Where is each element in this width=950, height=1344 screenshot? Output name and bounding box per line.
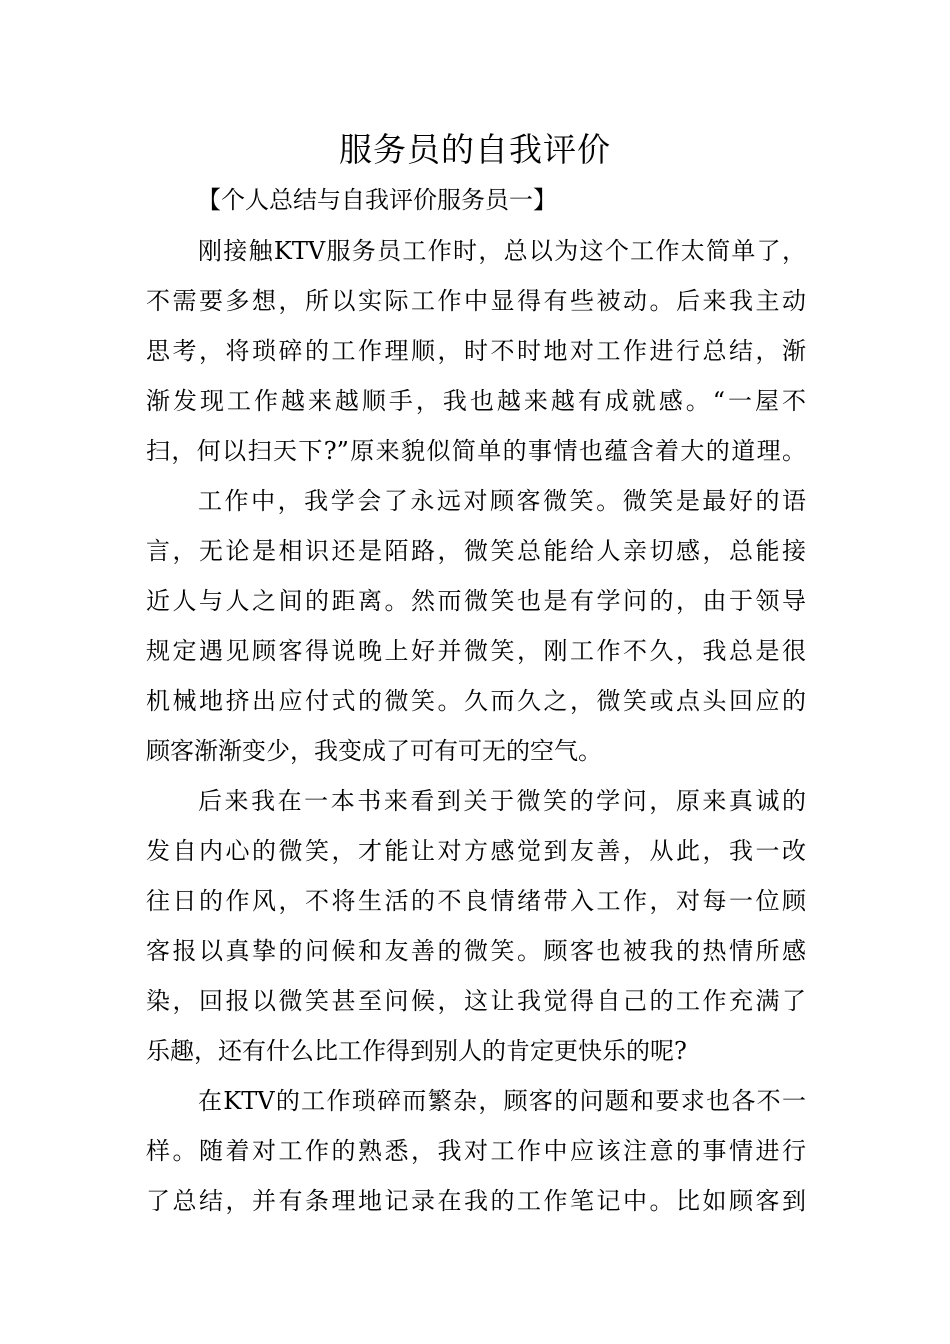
text-line: 染，回报以微笑甚至问候，这让我觉得自己的工作充满了 [146, 987, 806, 1015]
text-line: 往日的作风，不将生活的不良情绪带入工作，对每一位顾 [146, 887, 806, 915]
text-line: 后来我在一本书来看到关于微笑的学问，原来真诚的 [198, 787, 806, 815]
text-line: 言，无论是相识还是陌路，微笑总能给人亲切感，总能接 [146, 537, 806, 565]
document-title: 服务员的自我评价 [339, 130, 611, 169]
document-body [146, 226, 806, 1226]
text-line: 不需要多想，所以实际工作中显得有些被动。后来我主动 [146, 287, 806, 315]
text-line: 客报以真挚的问候和友善的微笑。顾客也被我的热情所感 [146, 937, 806, 965]
text-line: 工作中，我学会了永远对顾客微笑。微笑是最好的语 [198, 487, 806, 515]
text-line: 了总结，并有条理地记录在我的工作笔记中。比如顾客到 [146, 1187, 806, 1215]
text-line: 规定遇见顾客得说晚上好并微笑，刚工作不久，我总是很 [146, 637, 806, 665]
paragraph [146, 476, 806, 776]
text-line: 乐趣，还有什么比工作得到别人的肯定更快乐的呢? [146, 1037, 687, 1065]
text-line: 刚接触KTV服务员工作时，总以为这个工作太简单了， [198, 237, 806, 265]
text-line: 扫，何以扫天下?”原来貌似简单的事情也蕴含着大的道理。 [146, 437, 806, 465]
text-line: 思考，将琐碎的工作理顺，时不时地对工作进行总结，渐 [146, 337, 806, 365]
text-line: 顾客渐渐变少，我变成了可有可无的空气。 [146, 737, 602, 765]
text-line: 渐发现工作越来越顺手，我也越来越有成就感。“一屋不 [146, 387, 806, 415]
text-line: 机械地挤出应付式的微笑。久而久之，微笑或点头回应的 [146, 687, 806, 715]
text-line: 样。随着对工作的熟悉，我对工作中应该注意的事情进行 [146, 1137, 806, 1165]
text-line: 发自内心的微笑，才能让对方感觉到友善，从此，我一改 [146, 837, 806, 865]
paragraph [146, 226, 806, 476]
text-line: 近人与人之间的距离。然而微笑也是有学问的，由于领导 [146, 587, 806, 615]
text-line: 在KTV的工作琐碎而繁杂，顾客的问题和要求也各不一 [198, 1087, 806, 1115]
paragraph [146, 776, 806, 1076]
document-subtitle: 【个人总结与自我评价服务员一】 [197, 186, 557, 214]
paragraph [146, 1076, 806, 1226]
